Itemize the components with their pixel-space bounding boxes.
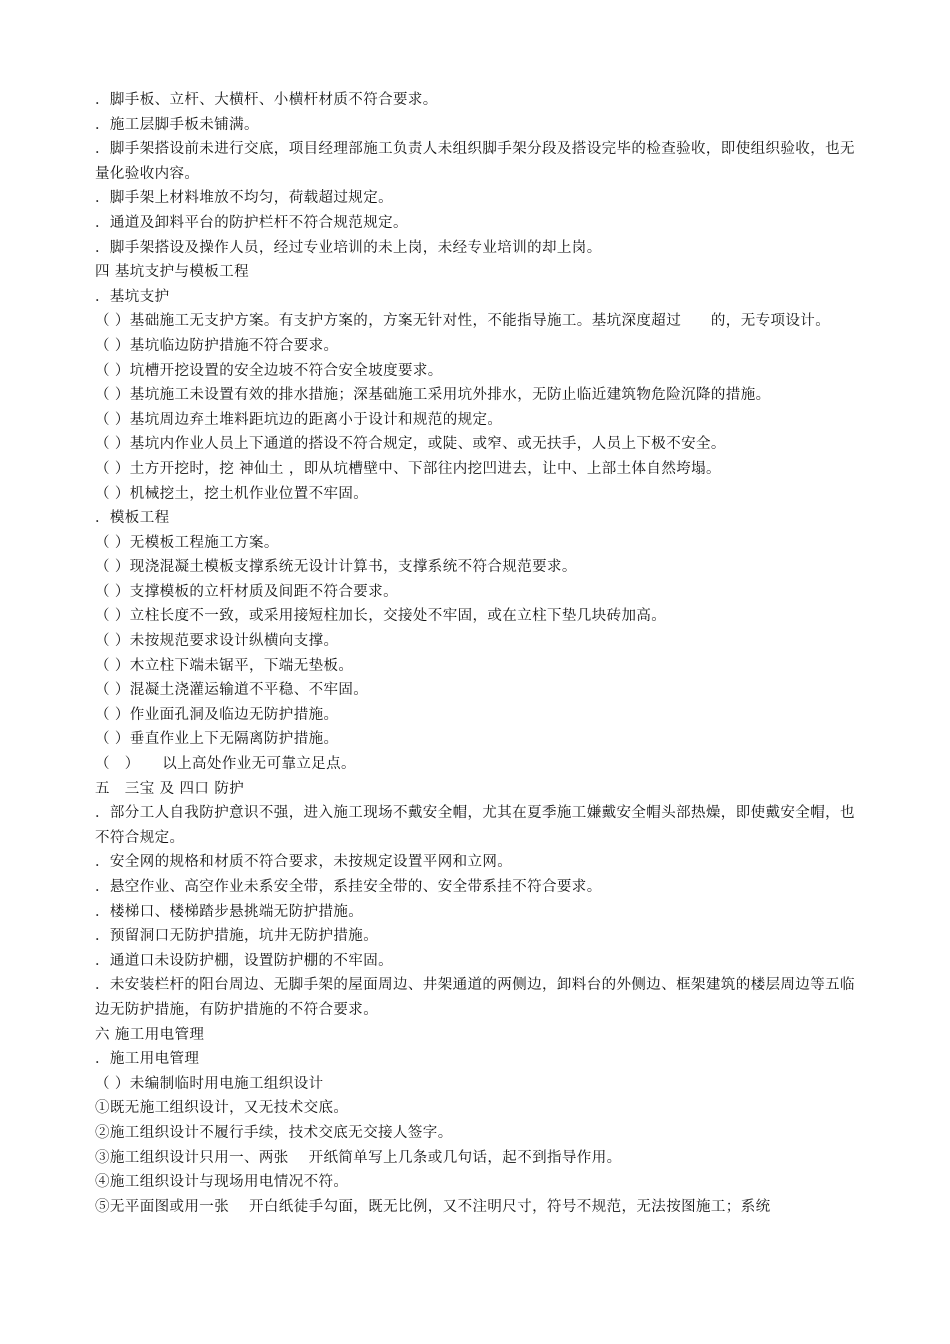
- text-line: ①既无施工组织设计，又无技术交底。: [95, 1100, 349, 1117]
- text-line: ．通道口未设防护棚，设置防护棚的不牢固。: [95, 952, 393, 969]
- text-line: （ ） 以上高处作业无可靠立足点。: [95, 756, 356, 773]
- text-line: 四 基坑支护与模板工程: [95, 264, 250, 281]
- text-line: ．基坑支护: [95, 288, 170, 305]
- text-line: （ ）基坑周边弃土堆料距坑边的距离小于设计和规范的规定。: [95, 411, 503, 428]
- text-line: （ ）未编制临时用电施工组织设计: [95, 1075, 324, 1092]
- text-line: （ ）现浇混凝土模板支撑系统无设计计算书，支撑系统不符合规范要求。: [95, 559, 577, 576]
- text-line: （ ）坑槽开挖设置的安全边坡不符合安全坡度要求。: [95, 362, 443, 379]
- text-line: （ ）无模板工程施工方案。: [95, 534, 279, 551]
- text-line: 六 施工用电管理: [95, 1026, 205, 1043]
- text-line: （ ）垂直作业上下无隔离防护措施。: [95, 731, 339, 748]
- text-line: （ ）机械挖土，挖土机作业位置不牢固。: [95, 485, 369, 502]
- text-line: （ ）基础施工无支护方案。有支护方案的，方案无针对性，不能指导施工。基坑深度超过 的，无专项设计。: [95, 313, 831, 330]
- text-line: ．楼梯口、楼梯踏步悬挑端无防护措施。: [95, 903, 364, 920]
- text-line: ⑤无平面图或用一张 开白纸徒手勾面，既无比例，又不注明尺寸，符号不规范，无法按图施工；系统: [95, 1198, 771, 1215]
- text-line: ．脚手板、立杆、大横杆、小横杆材质不符合要求。: [95, 92, 438, 108]
- text-line: （ ）基坑临边防护措施不符合要求。: [95, 337, 339, 354]
- text-line: （ ）基坑内作业人员上下通道的搭设不符合规定，或陡、或窄、或无扶手，人员上下极不安全。: [95, 436, 726, 453]
- text-line: （ ）作业面孔洞及临边无防护措施。: [95, 706, 339, 723]
- text-line: ．施工用电管理: [95, 1051, 200, 1068]
- document-body: [95, 88, 865, 1219]
- text-line: （ ）支撑模板的立杆材质及间距不符合要求。: [95, 583, 399, 600]
- text-line: ④施工组织设计与现场用电情况不符。: [95, 1174, 349, 1191]
- text-line: （ ）混凝土浇灌运输道不平稳、不牢固。: [95, 682, 369, 699]
- text-line: （ ）未按规范要求设计纵横向支撑。: [95, 633, 339, 650]
- text-line: ．未安装栏杆的阳台周边、无脚手架的屋面周边、井架通道的两侧边，卸料台的外侧边、框架建筑的楼层周边等五临边无防护措施，有防护措施的不符合要求。: [95, 977, 855, 1018]
- text-line: ．部分工人自我防护意识不强，进入施工现场不戴安全帽，尤其在夏季施工嫌戴安全帽头部热燥，即使戴安全帽，也不符合规定。: [95, 805, 855, 846]
- text-line: ．预留洞口无防护措施，坑井无防护措施。: [95, 928, 379, 945]
- text-line: （ ）立柱长度不一致，或采用接短柱加长，交接处不牢固，或在立柱下垫几块砖加高。: [95, 608, 667, 625]
- text-line: ．脚手架搭设及操作人员，经过专业培训的未上岗，未经专业培训的却上岗。: [95, 239, 602, 256]
- text-line: ②施工组织设计不履行手续，技术交底无交接人签字。: [95, 1124, 453, 1141]
- text-line: （ ）基坑施工未设置有效的排水措施；深基础施工采用坑外排水，无防止临近建筑物危险沉降的措施。: [95, 387, 771, 404]
- text-line: ③施工组织设计只用一、两张 开纸简单写上几条或几句话，起不到指导作用。: [95, 1149, 622, 1166]
- text-line: ．脚手架搭设前未进行交底，项目经理部施工负责人未组织脚手架分段及搭设完毕的检查验收，即使组织验收，也无量化验收内容。: [95, 141, 855, 182]
- text-line: ．通道及卸料平台的防护栏杆不符合规范规定。: [95, 214, 408, 231]
- text-line: ．模板工程: [95, 510, 170, 527]
- text-line: ．施工层脚手板未铺满。: [95, 116, 259, 133]
- text-line: ．安全网的规格和材质不符合要求，未按规定设置平网和立网。: [95, 854, 513, 871]
- text-line: 五 三宝 及 四口 防护: [95, 780, 245, 797]
- text-line: （ ）木立柱下端未锯平，下端无垫板。: [95, 657, 354, 674]
- text-line: ．悬空作业、高空作业未系安全带，系挂安全带的、安全带系挂不符合要求。: [95, 879, 602, 895]
- text-line: ．脚手架上材料堆放不均匀，荷载超过规定。: [95, 190, 393, 207]
- text-line: （ ）土方开挖时，挖 神仙土 ，即从坑槽壁中、下部往内挖凹进去，让中、上部土体自然垮塌。: [95, 460, 721, 477]
